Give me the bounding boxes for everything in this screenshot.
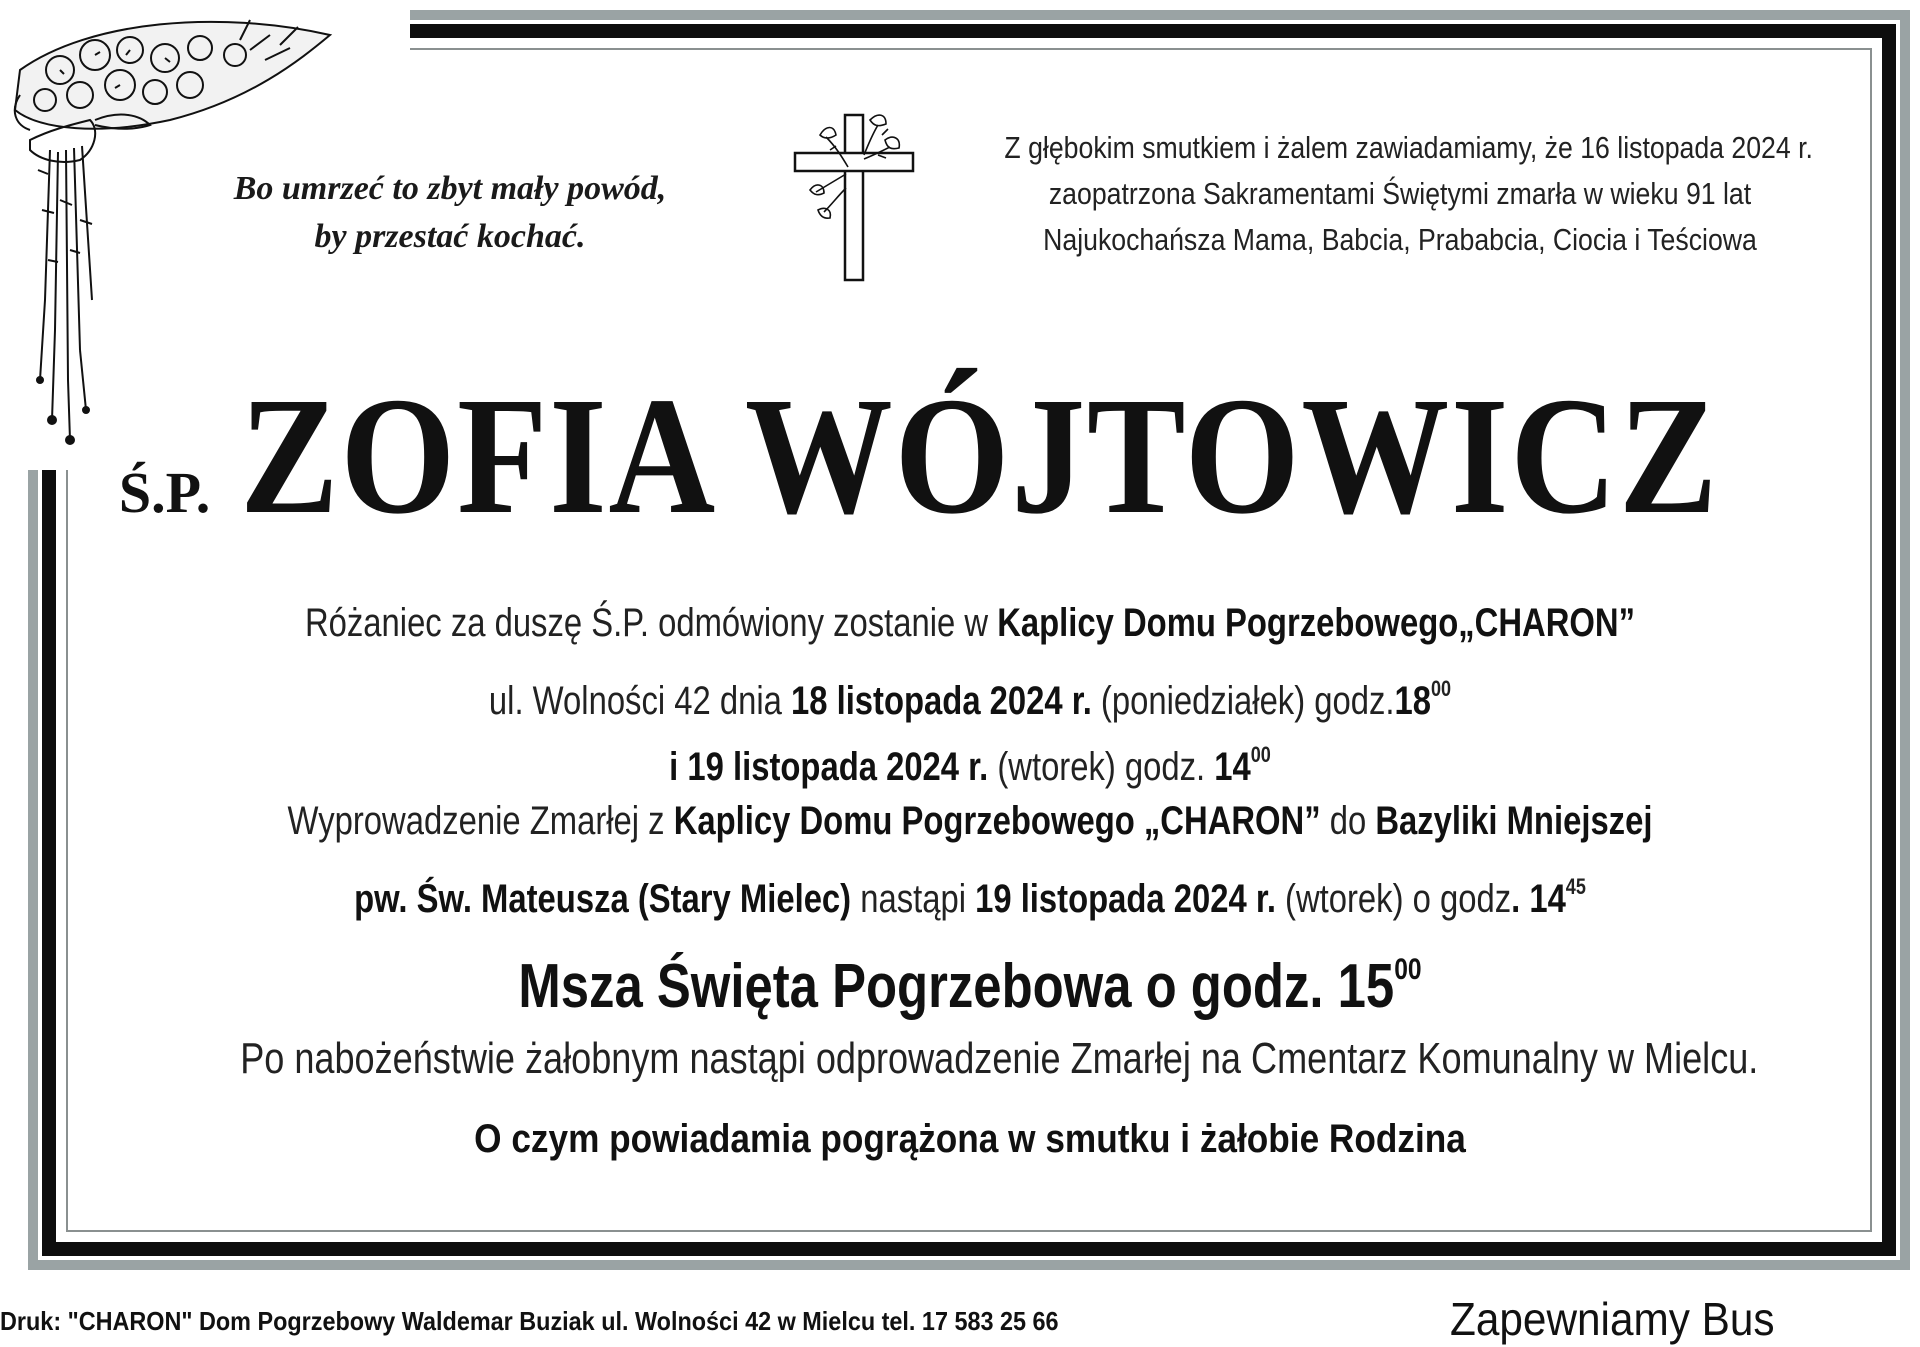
mass-text: Msza Święta Pogrzebowa o godz. 15 [518,952,1395,1021]
deceased-name-row [118,350,1800,549]
rosary-hour-1: 18 [1394,679,1431,723]
quote-line-2: by przestać kochać. [314,218,586,255]
mass-minutes: 00 [1394,953,1422,986]
ceremony-details [80,590,1860,1172]
text-span: Różaniec za duszę Ś.P. odmówiony zostanie w [304,601,998,645]
rosary-line-3 [240,722,1700,788]
text-span: ul. Wolności 42 dnia [488,679,791,723]
text-span: nastąpi [851,877,976,921]
intro-line-2: zaopatrzona Sakramentami Świętymi zmarła w wieku 91 lat [1048,176,1752,211]
funeral-mass-line [240,920,1700,1020]
bus-notice: Zapewniamy Bus [1450,1293,1775,1345]
rosary-minutes-2: 00 [1250,742,1271,767]
intro-line-1: Z głębokim smutkiem i żalem zawiadamiamy, że 16 listopada 2024 r. [1004,130,1813,165]
rosary-line-2 [240,656,1700,722]
procession-line-1 [240,788,1700,854]
procession-minutes: 45 [1565,874,1586,899]
quote-line-1: Bo umrzeć to zbyt mały powód, [233,170,667,207]
chapel-name: Kaplicy Domu Pogrzebowego„CHARON” [997,601,1636,645]
procession-line-2 [240,854,1700,920]
rosary-date-2: i 19 listopada 2024 r. [669,745,989,789]
parish-name: pw. Św. Mateusza (Stary Mielec) [354,877,852,921]
cross-with-lilies-icon [790,95,920,285]
memorial-quote [215,165,685,261]
text-span: Wyprowadzenie Zmarłej z [287,799,674,843]
deceased-name: ZOFIA WÓJTOWICZ [240,363,1720,549]
rosary-minutes-1: 00 [1430,676,1452,701]
procession-hour: . 14 [1511,877,1566,921]
text-span: (wtorek) godz. [988,745,1215,789]
burial-line: Po nabożeństwie żałobnym nastąpi odprowadzenie Zmarłej na Cmentarz Komunalny w Mielcu. [240,1034,1759,1083]
announcement-intro [1004,125,1813,263]
text-span: (wtorek) o godz [1275,877,1512,921]
rosary-hour-2: 14 [1214,745,1251,789]
rosary-date-1: 18 listopada 2024 r. [790,679,1092,723]
basilica-name: Bazyliki Mniejszej [1375,799,1653,843]
text-span: (poniedziałek) godz. [1091,679,1395,723]
procession-date: 19 listopada 2024 r. [975,877,1276,921]
chapel-name: Kaplicy Domu Pogrzebowego „CHARON” [673,799,1321,843]
text-span: do [1320,799,1376,843]
family-signature: O czym powiadamia pogrążona w smutku i żałobie Rodzina [474,1117,1466,1161]
intro-line-3: Najukochańsza Mama, Babcia, Prababcia, Ciocia i Teściowa [1043,222,1757,257]
name-prefix: Ś.P. [118,460,211,525]
printer-credit: Druk: "CHARON" Dom Pogrzebowy Waldemar Buziak ul. Wolności 42 w Mielcu tel. 17 583 25 66 [0,1306,1059,1336]
rosary-line-1 [240,590,1700,656]
